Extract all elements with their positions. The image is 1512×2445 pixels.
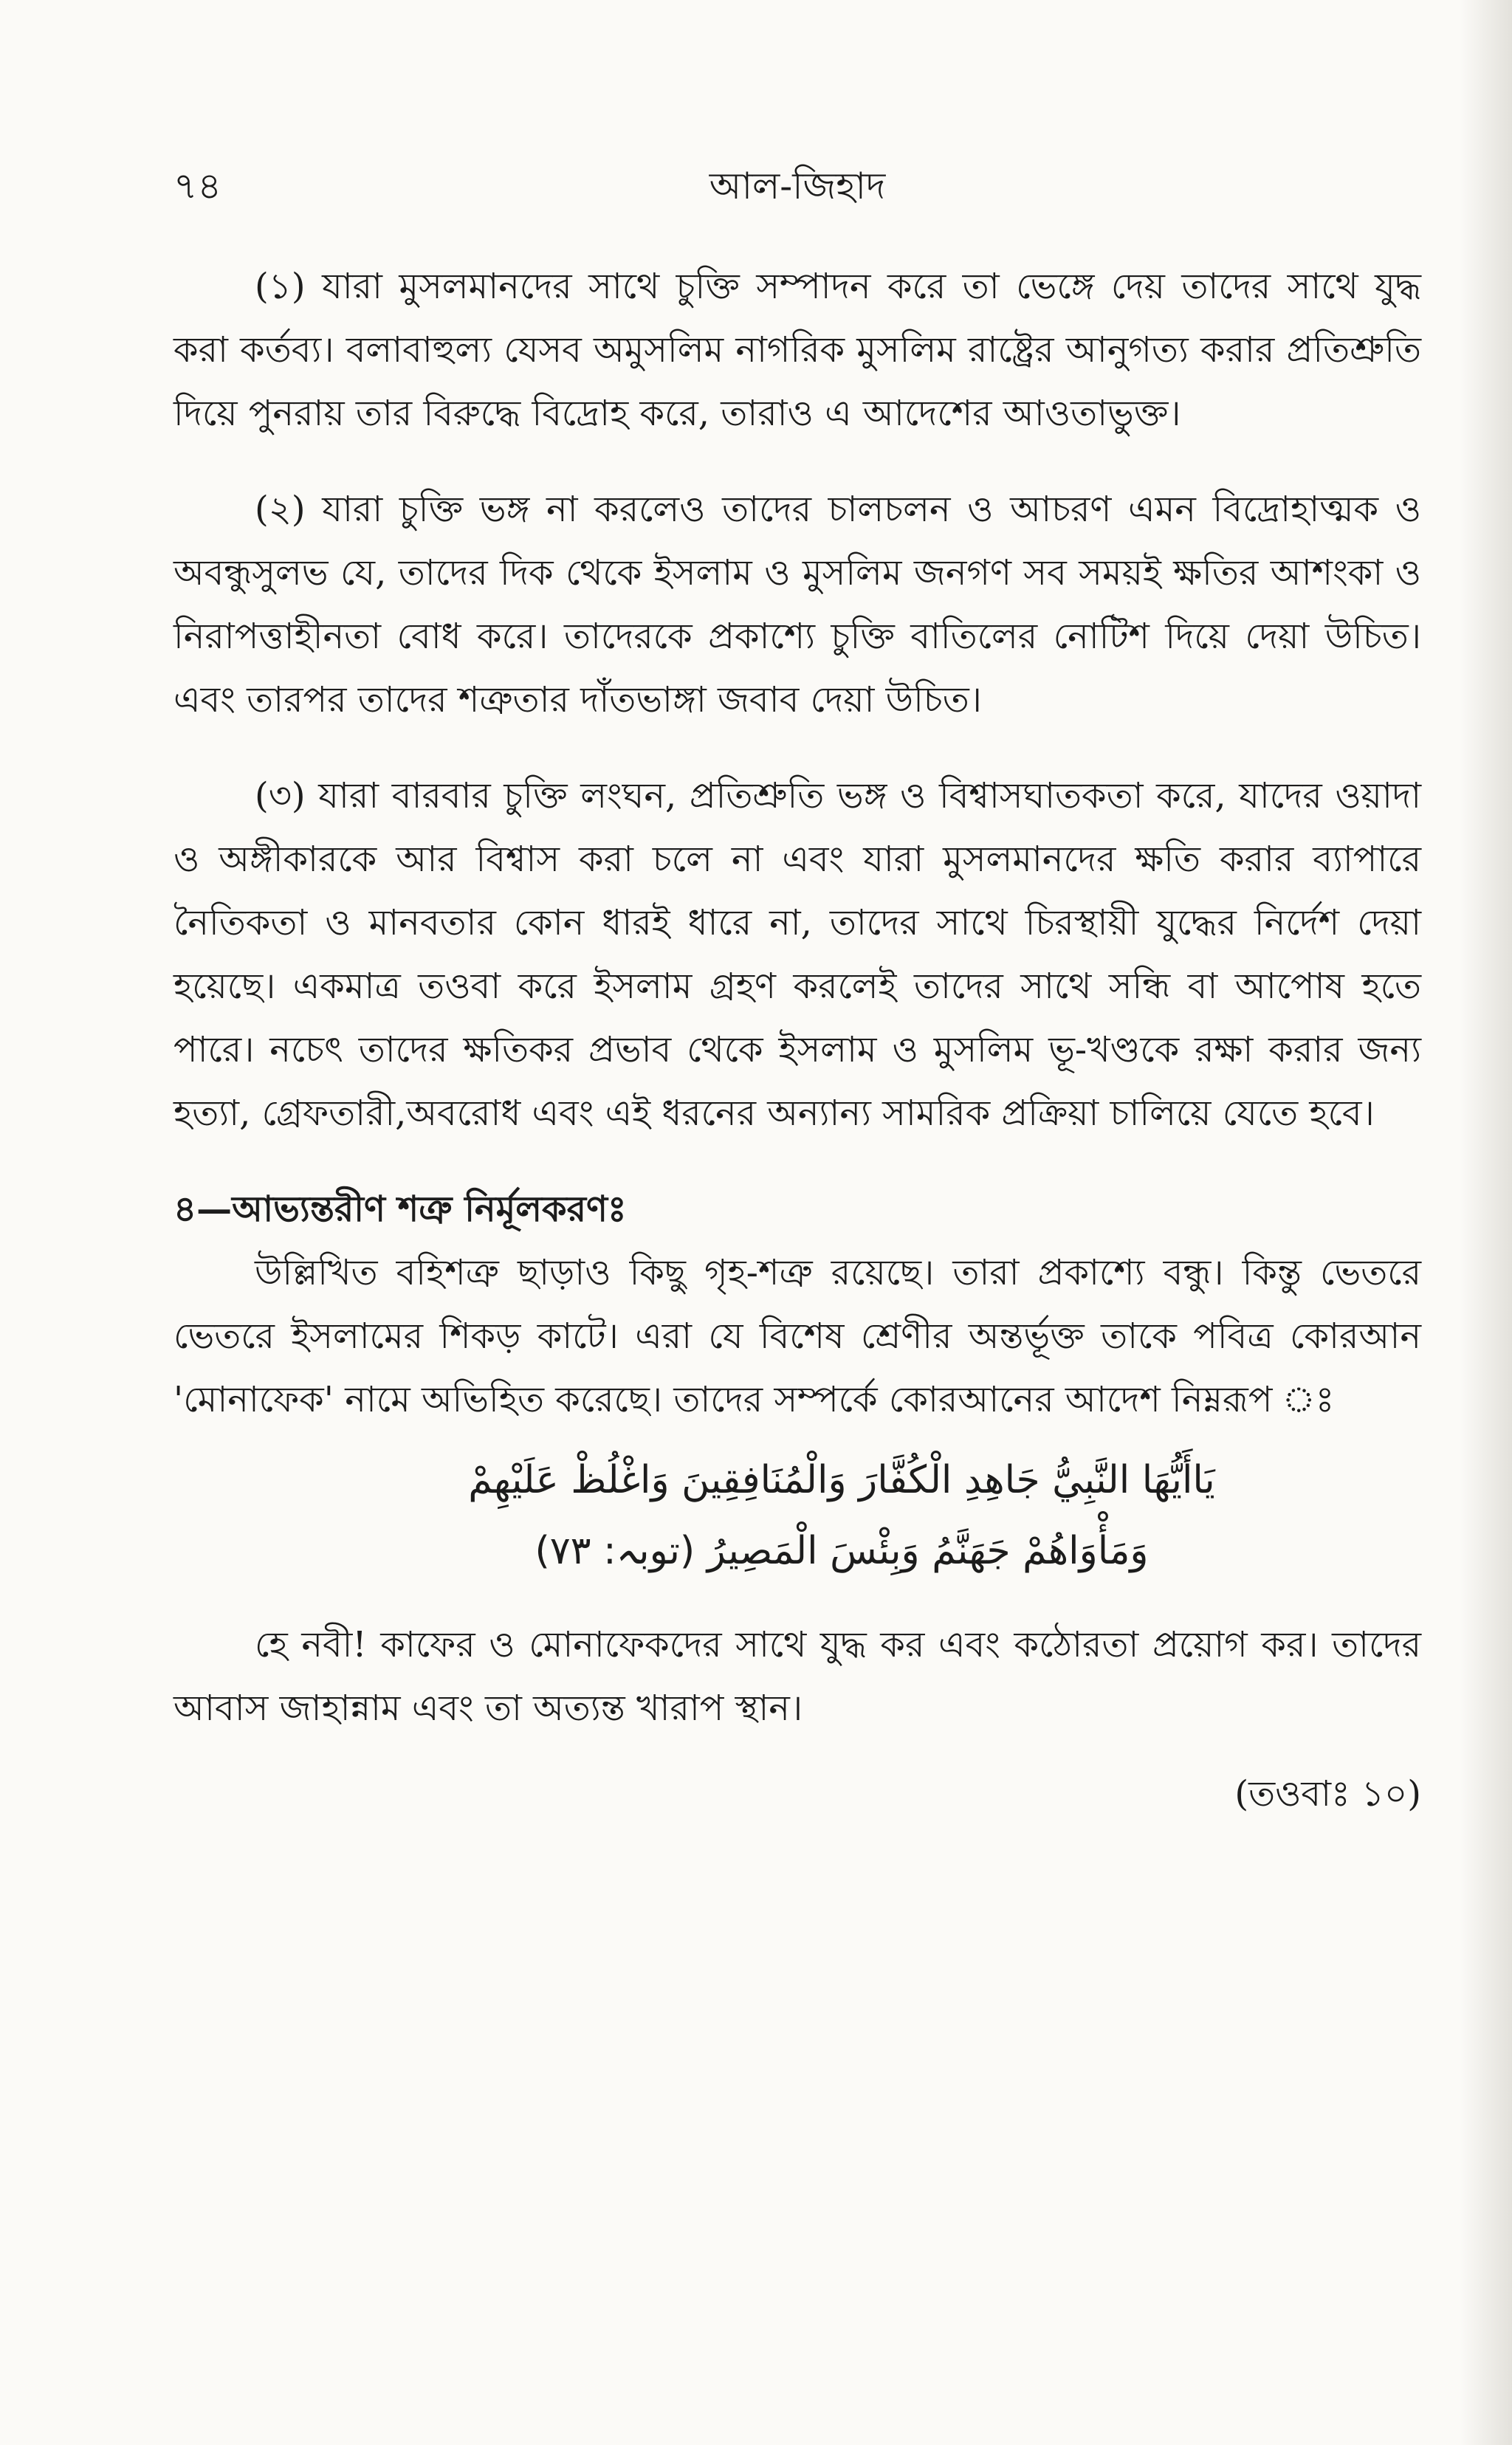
verse-reference: (তওবাঃ ১০) [1234, 1773, 1421, 1815]
arabic-verse-line-1: يَاأَيُّهَا النَّبِيُّ جَاهِدِ الْكُفَّارَ وَالْمُنَافِقِينَ وَاغْلُظْ عَلَيْهِمْ [468, 1458, 1215, 1502]
paragraph-2: (২) যারা চুক্তি ভঙ্গ না করলেও তাদের চালচলন ও আচরণ এমন বিদ্রোহাত্মক ও অবন্ধুসুলভ যে, তাদের দিক থেকে ইসলাম ও মুসলিম জনগণ সব সময়ই ক্ষতির আশংকা ও নিরাপত্তাহীনতা বোধ করে। তাদেরকে প্রকাশ্যে চুক্তি বাতিলের নোটিশ দিয়ে দেয়া উচিত। এবং তারপর তাদের শত্রুতার দাঁতভাঙ্গা জবাব দেয়া উচিত। [173, 489, 1421, 721]
paragraph-1: (১) যারা মুসলমানদের সাথে চুক্তি সম্পাদন করে তা ভেঙ্গে দেয় তাদের সাথে যুদ্ধ করা কর্তব্য। বলাবাহুল্য যেসব অমুসলিম নাগরিক মুসলিম রাষ্ট্রের আনুগত্য করার প্রতিশ্রুতি দিয়ে পুনরায় তার বিরুদ্ধে বিদ্রোহ করে, তারাও এ আদেশের আওতাভুক্ত। [173, 266, 1421, 434]
page-edge-shadow [1460, 0, 1512, 2445]
running-title: আল-জিহাদ [709, 165, 886, 207]
page-body [173, 255, 1421, 1826]
paragraph-4: উল্লিখিত বহিশত্রু ছাড়াও কিছু গৃহ-শত্রু রয়েছে। তারা প্রকাশ্যে বন্ধু। কিন্তু ভেতরে ভেতরে ইসলামের শিকড় কাটে। এরা যে বিশেষ শ্রেণীর অন্তর্ভূক্ত তাকে পবিত্র কোরআন 'মোনাফেক' নামে অভিহিত করেছে। তাদের সম্পর্কে কোরআনের আদেশ নিম্নরূপ ঃ [173, 1252, 1421, 1420]
page-header [173, 159, 1421, 218]
page-number: ৭৪ [173, 165, 221, 207]
verse-translation: হে নবী! কাফের ও মোনাফেকদের সাথে যুদ্ধ কর এবং কঠোরতা প্রয়োগ কর। তাদের আবাস জাহান্নাম এবং তা অত্যন্ত খারাপ স্থান। [173, 1624, 1421, 1729]
section-heading: ৪—আভ্যন্তরীণ শত্রু নির্মূলকরণঃ [173, 1189, 627, 1230]
arabic-verse-line-2: وَمَأْوَاهُمْ جَهَنَّمُ وَبِئْسَ الْمَصِيرُ (توبہ: ٧٣) [535, 1529, 1149, 1573]
paragraph-3: (৩) যারা বারবার চুক্তি লংঘন, প্রতিশ্রুতি ভঙ্গ ও বিশ্বাসঘাতকতা করে, যাদের ওয়াদা ও অঙ্গীকারকে আর বিশ্বাস করা চলে না এবং যারা মুসলমানদের ক্ষতি করার ব্যাপারে নৈতিকতা ও মানবতার কোন ধারই ধারে না, তাদের সাথে চিরস্থায়ী যুদ্ধের নির্দেশ দেয়া হয়েছে। একমাত্র তওবা করে ইসলাম গ্রহণ করলেই তাদের সাথে সন্ধি বা আপোষ হতে পারে। নচেৎ তাদের ক্ষতিকর প্রভাব থেকে ইসলাম ও মুসলিম ভূ-খণ্ডকে রক্ষা করার জন্য হত্যা, গ্রেফতারী,অবরোধ এবং এই ধরনের অন্যান্য সামরিক প্রক্রিয়া চালিয়ে যেতে হবে। [173, 775, 1421, 1134]
